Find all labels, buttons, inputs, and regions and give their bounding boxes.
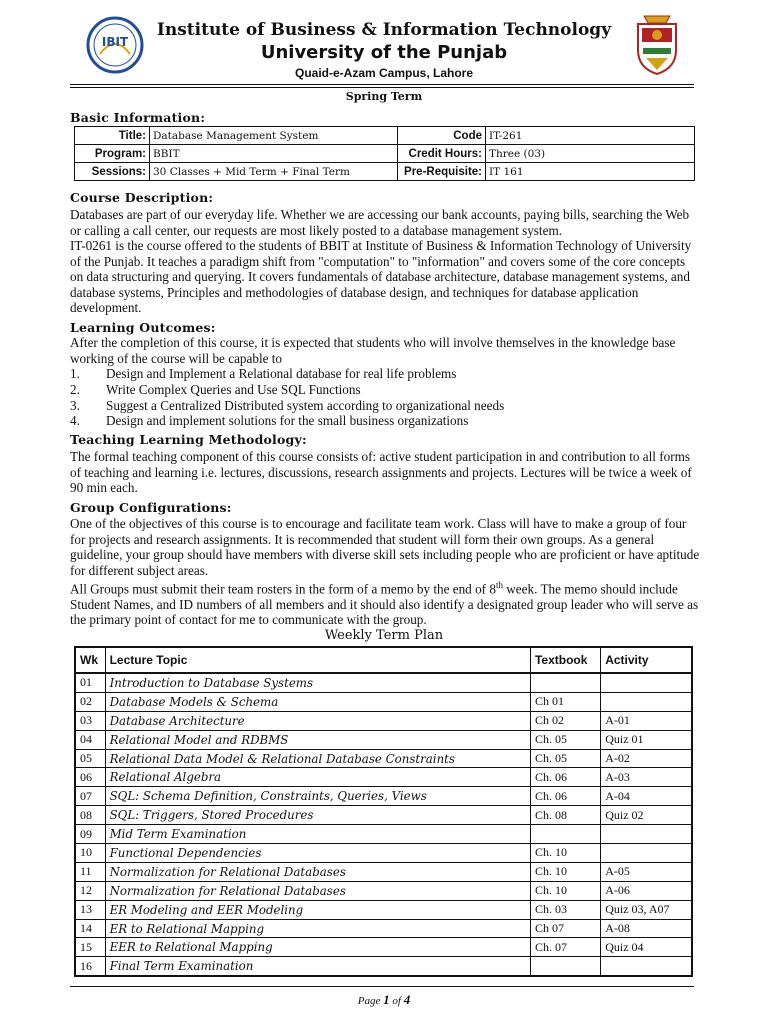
topic-cell: Relational Algebra xyxy=(105,768,530,787)
activity-cell xyxy=(601,673,692,692)
list-item xyxy=(70,382,700,398)
prerequisite-label: Pre-Requisite: xyxy=(398,163,486,181)
page-number: 1 xyxy=(383,992,390,1007)
info-row xyxy=(75,127,695,145)
table-header-row xyxy=(75,647,692,673)
list-number: 3. xyxy=(70,397,80,413)
learning-outcomes-intro: After the completion of this course, it is expected that students who will involve themselves in the knowledge base working of the course will be capable to xyxy=(70,335,676,366)
topic-cell: SQL: Triggers, Stored Procedures xyxy=(105,806,530,825)
basic-info-table xyxy=(74,126,695,181)
table-row xyxy=(75,768,692,787)
textbook-cell xyxy=(530,825,600,844)
textbook-cell: Ch. 10 xyxy=(530,862,600,881)
week-cell: 16 xyxy=(75,957,105,976)
page-footer xyxy=(0,992,768,1008)
activity-cell: A-08 xyxy=(601,919,692,938)
page-total: 4 xyxy=(403,992,411,1007)
list-text: Design and Implement a Relational database for real life problems xyxy=(106,366,457,381)
topic-cell: Normalization for Relational Databases xyxy=(105,881,530,900)
week-cell: 05 xyxy=(75,749,105,768)
course-description-paragraph: IT-0261 is the course offered to the students of BBIT at Institute of Business & Information Technology of University of the Punjab. It teaches a paradigm shift from "computation" to "information" and covers some of the core concepts on data structuring and querying. It covers fundamentals of database architecture, database management systems, and database systems, Principles and methodologies of database design, and techniques for database application development. xyxy=(70,238,692,315)
activity-cell xyxy=(601,825,692,844)
table-row xyxy=(75,957,692,976)
topic-cell: ER Modeling and EER Modeling xyxy=(105,900,530,919)
list-item xyxy=(70,413,700,429)
list-item xyxy=(70,366,700,382)
activity-cell xyxy=(601,692,692,711)
table-row xyxy=(75,844,692,863)
week-cell: 12 xyxy=(75,881,105,900)
week-cell: 03 xyxy=(75,711,105,730)
group-text-part: week. The memo should include Student Names, and ID numbers of all members and it should also identify a designated group leader who will serve as the primary point of contact for me to communicate with the group. xyxy=(70,581,699,628)
week-cell: 06 xyxy=(75,768,105,787)
activity-cell: A-02 xyxy=(601,749,692,768)
svg-text:IBIT: IBIT xyxy=(101,35,129,49)
title-value: Database Management System xyxy=(150,127,398,145)
table-row xyxy=(75,787,692,806)
list-number: 1. xyxy=(70,366,80,381)
list-text: Design and implement solutions for the small business organizations xyxy=(106,413,469,429)
textbook-cell: Ch. 08 xyxy=(530,806,600,825)
textbook-cell: Ch 07 xyxy=(530,919,600,938)
teaching-methodology-heading: Teaching Learning Methodology: xyxy=(70,432,307,447)
group-paragraph: One of the objectives of this course is to encourage and facilitate team work. Class will have to make a group of four for projects and research assignments. It is recommended that student will form their own groups. As a general guideline, your group should have members with diverse skill sets including people who are proficient or have aptitude for different subject areas. xyxy=(70,516,700,578)
topic-cell: Final Term Examination xyxy=(105,957,530,976)
group-text-part: All Groups must submit their team rosters in the form of a memo by the end of 8 xyxy=(70,581,496,597)
group-paragraph xyxy=(70,578,700,628)
week-cell: 01 xyxy=(75,673,105,692)
table-row xyxy=(75,730,692,749)
activity-cell: Quiz 01 xyxy=(601,730,692,749)
footer-rule xyxy=(70,986,694,987)
topic-cell: Relational Data Model & Relational Database Constraints xyxy=(105,749,530,768)
table-row xyxy=(75,862,692,881)
topic-cell: Database Models & Schema xyxy=(105,692,530,711)
activity-cell: A-03 xyxy=(601,768,692,787)
activity-cell: A-04 xyxy=(601,787,692,806)
program-label: Program: xyxy=(75,145,150,163)
weekly-term-plan-title: Weekly Term Plan xyxy=(324,628,444,643)
week-cell: 10 xyxy=(75,844,105,863)
textbook-cell xyxy=(530,957,600,976)
topic-cell: Mid Term Examination xyxy=(105,825,530,844)
sessions-value: 30 Classes + Mid Term + Final Term xyxy=(150,163,398,181)
table-row xyxy=(75,938,692,957)
table-row xyxy=(75,919,692,938)
superscript: th xyxy=(495,580,503,590)
learning-outcomes-list xyxy=(70,366,700,429)
of-word: of xyxy=(392,995,401,1007)
week-cell: 08 xyxy=(75,806,105,825)
prerequisite-value: IT 161 xyxy=(486,163,695,181)
activity-cell: A-05 xyxy=(601,862,692,881)
group-configurations-text xyxy=(70,516,700,628)
week-cell: 07 xyxy=(75,787,105,806)
table-row xyxy=(75,806,692,825)
credit-hours-label: Credit Hours: xyxy=(398,145,486,163)
textbook-cell: Ch. 03 xyxy=(530,900,600,919)
learning-outcomes-heading: Learning Outcomes: xyxy=(70,320,216,335)
activity-cell xyxy=(601,844,692,863)
activity-cell: A-06 xyxy=(601,881,692,900)
basic-information-heading: Basic Information: xyxy=(70,110,206,125)
campus-name: Quaid-e-Azam Campus, Lahore xyxy=(294,66,474,80)
topic-cell: Introduction to Database Systems xyxy=(105,673,530,692)
program-value: BBIT xyxy=(150,145,398,163)
teaching-methodology-text: The formal teaching component of this course consists of: active student participation in and contribution to all forms of teaching and learning i.e. lectures, discussions, research assignments and projects. Lectures will be twice a week of 90 min each. xyxy=(70,449,692,495)
table-row xyxy=(75,881,692,900)
info-row xyxy=(75,145,695,163)
table-row xyxy=(75,749,692,768)
code-label: Code xyxy=(398,127,486,145)
list-number: 4. xyxy=(70,413,80,429)
col-header-week: Wk xyxy=(75,647,105,673)
week-cell: 04 xyxy=(75,730,105,749)
list-item xyxy=(70,398,700,414)
activity-cell: A-01 xyxy=(601,711,692,730)
table-row xyxy=(75,673,692,692)
credit-hours-value: Three (03) xyxy=(486,145,695,163)
group-configurations-heading: Group Configurations: xyxy=(70,500,232,515)
topic-cell: EER to Relational Mapping xyxy=(105,938,530,957)
textbook-cell: Ch. 10 xyxy=(530,881,600,900)
course-description-heading: Course Description: xyxy=(70,190,214,205)
week-cell: 14 xyxy=(75,919,105,938)
table-row xyxy=(75,900,692,919)
topic-cell: ER to Relational Mapping xyxy=(105,919,530,938)
list-number: 2. xyxy=(70,381,80,397)
weekly-plan-body xyxy=(75,673,692,976)
topic-cell: Normalization for Relational Databases xyxy=(105,862,530,881)
week-cell: 11 xyxy=(75,862,105,881)
page-word: Page xyxy=(357,995,381,1007)
textbook-cell xyxy=(530,673,600,692)
info-row xyxy=(75,163,695,181)
textbook-cell: Ch. 05 xyxy=(530,749,600,768)
col-header-topic: Lecture Topic xyxy=(105,647,530,673)
title-label: Title: xyxy=(75,127,150,145)
textbook-cell: Ch. 06 xyxy=(530,787,600,806)
course-description-paragraph: Databases are part of our everyday life. Whether we are accessing our bank accounts, paying bills, searching the Web or calling a call center, our requests are most likely posted to a database management system. xyxy=(70,207,690,238)
sessions-label: Sessions: xyxy=(75,163,150,181)
week-cell: 02 xyxy=(75,692,105,711)
col-header-activity: Activity xyxy=(601,647,692,673)
week-cell: 09 xyxy=(75,825,105,844)
textbook-cell: Ch 02 xyxy=(530,711,600,730)
weekly-plan-table xyxy=(74,646,693,977)
term-label: Spring Term xyxy=(345,90,423,103)
header-rule xyxy=(70,84,694,85)
code-value: IT-261 xyxy=(486,127,695,145)
topic-cell: SQL: Schema Definition, Constraints, Queries, Views xyxy=(105,787,530,806)
topic-cell: Relational Model and RDBMS xyxy=(105,730,530,749)
textbook-cell: Ch. 05 xyxy=(530,730,600,749)
week-cell: 13 xyxy=(75,900,105,919)
textbook-cell: Ch. 06 xyxy=(530,768,600,787)
topic-cell: Functional Dependencies xyxy=(105,844,530,863)
table-row xyxy=(75,692,692,711)
col-header-textbook: Textbook xyxy=(530,647,600,673)
list-text: Write Complex Queries and Use SQL Functions xyxy=(106,381,361,397)
textbook-cell: Ch. 07 xyxy=(530,938,600,957)
week-cell: 15 xyxy=(75,938,105,957)
activity-cell: Quiz 02 xyxy=(601,806,692,825)
institute-name: Institute of Business & Information Technology xyxy=(156,20,612,40)
course-description-text xyxy=(70,207,700,316)
header-rule-2 xyxy=(70,87,694,88)
table-row xyxy=(75,825,692,844)
activity-cell: Quiz 03, A07 xyxy=(601,900,692,919)
table-row xyxy=(75,711,692,730)
textbook-cell: Ch 01 xyxy=(530,692,600,711)
university-name: University of the Punjab xyxy=(260,42,508,63)
topic-cell: Database Architecture xyxy=(105,711,530,730)
textbook-cell: Ch. 10 xyxy=(530,844,600,863)
activity-cell xyxy=(601,957,692,976)
list-text: Suggest a Centralized Distributed system according to organizational needs xyxy=(106,397,505,413)
activity-cell: Quiz 04 xyxy=(601,938,692,957)
